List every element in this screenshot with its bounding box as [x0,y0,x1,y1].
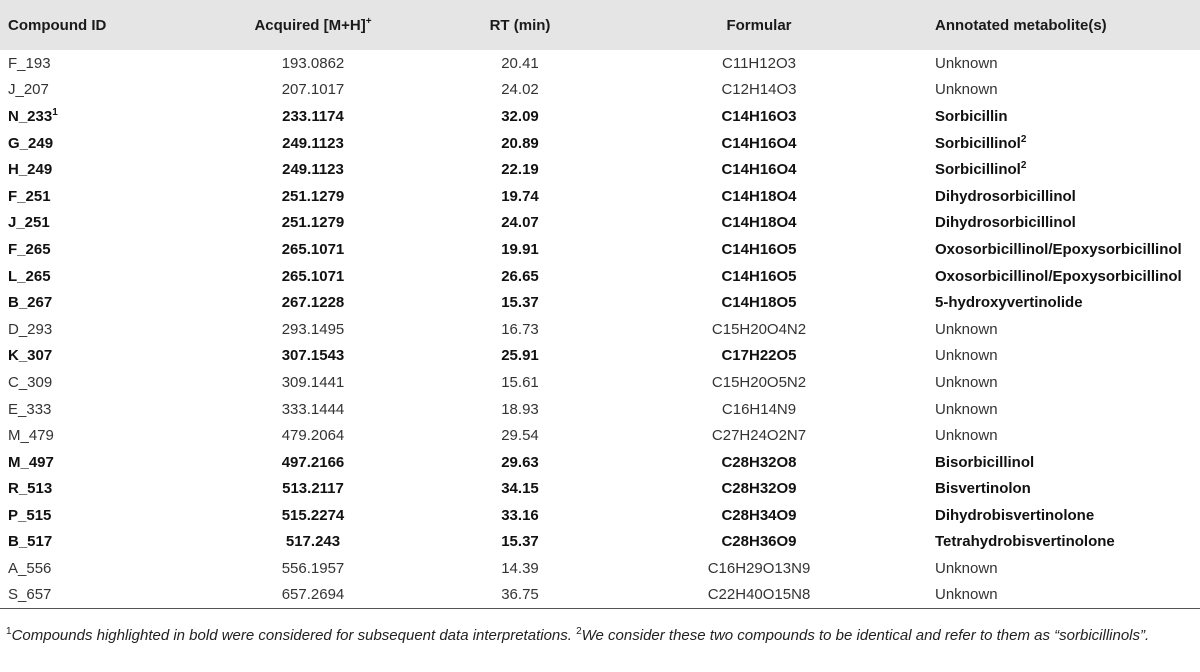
cell-acquired [213,103,413,130]
cell-compound-id-text: F_251 [8,187,51,205]
cell-rt [413,289,627,316]
cell-rt-text: 24.07 [501,214,539,232]
table-row [0,236,1200,263]
cell-rt [413,263,627,290]
cell-metabolite-text: Dihydrosorbicillinol [935,214,1076,232]
cell-rt [413,183,627,210]
cell-acquired-text: 265.1071 [281,240,345,258]
cell-compound-id [0,582,213,609]
cell-compound-id [0,210,213,237]
cell-compound-id-text: M_479 [8,427,54,445]
cell-rt-text: 20.89 [501,134,539,152]
cell-rt [413,396,627,423]
cell-rt [413,582,627,609]
cell-compound-id-text: B_517 [8,533,53,551]
cell-compound-id-text: B_267 [8,294,53,312]
cell-metabolite [891,103,1200,130]
cell-formula [627,502,891,529]
cell-formula-text: C14H18O4 [721,214,797,232]
cell-formula-text: C17H22O5 [721,347,797,365]
cell-acquired-text: 657.2694 [281,586,345,604]
header-compound-id: Compound ID [8,16,107,34]
cell-compound-id-text: A_556 [8,560,52,578]
cell-metabolite [891,555,1200,582]
cell-metabolite-text: Unknown [935,54,998,72]
cell-compound-id-text: G_249 [8,134,54,152]
cell-compound-id [0,183,213,210]
cell-acquired-text: 267.1228 [281,294,345,312]
cell-acquired-text: 513.2117 [282,480,344,498]
table-row [0,476,1200,503]
cell-rt-text: 29.63 [501,453,539,471]
cell-formula-text: C11H12O3 [722,54,796,72]
cell-compound-id-text: H_249 [8,161,53,179]
cell-formula [627,316,891,343]
cell-rt [413,555,627,582]
cell-compound-id [0,236,213,263]
cell-compound-id [0,343,213,370]
cell-formula-text: C14H18O5 [721,294,797,312]
cell-rt-text: 22.19 [501,161,539,179]
table-row [0,369,1200,396]
footnote [6,626,1194,646]
cell-formula-text: C15H20O5N2 [711,373,807,391]
cell-rt-text: 25.91 [501,347,539,365]
cell-acquired [213,555,413,582]
cell-compound-id [0,555,213,582]
cell-formula [627,582,891,609]
cell-formula [627,476,891,503]
cell-formula [627,103,891,130]
cell-rt-text: 16.73 [501,320,539,338]
cell-metabolite [891,476,1200,503]
cell-compound-id [0,502,213,529]
cell-acquired-text: 207.1017 [281,81,345,99]
cell-metabolite [891,449,1200,476]
cell-compound-id-text: M_497 [8,453,54,471]
cell-formula-text: C28H36O9 [721,533,797,551]
footnote-sup-1: 1 [6,626,12,637]
cell-formula-text: C16H14N9 [721,400,797,418]
cell-formula-text: C14H18O4 [721,187,797,205]
cell-acquired [213,156,413,183]
cell-acquired [213,529,413,556]
cell-formula [627,263,891,290]
cell-acquired [213,183,413,210]
cell-metabolite [891,343,1200,370]
cell-acquired [213,343,413,370]
cell-rt [413,130,627,157]
table-body [0,50,1200,608]
cell-compound-id [0,77,213,104]
cell-formula [627,529,891,556]
cell-metabolite [891,316,1200,343]
header-rt: RT (min) [489,16,551,34]
cell-formula [627,77,891,104]
cell-acquired-text: 307.1543 [281,347,345,365]
table-row [0,343,1200,370]
cell-formula [627,210,891,237]
cell-rt-text: 20.41 [501,54,539,72]
cell-rt-text: 15.37 [501,294,539,312]
cell-formula-text: C14H16O4 [721,161,797,179]
cell-acquired [213,289,413,316]
cell-acquired [213,316,413,343]
cell-compound-id-text: J_207 [8,81,49,99]
cell-acquired-text: 333.1444 [281,400,345,418]
cell-rt-text: 33.16 [501,506,539,524]
cell-formula [627,422,891,449]
cell-metabolite-text: Unknown [935,427,998,445]
cell-compound-id-text: S_657 [8,586,52,604]
cell-rt-text: 26.65 [501,267,539,285]
cell-compound-id [0,263,213,290]
cell-compound-id-text: K_307 [8,347,53,365]
cell-rt-text: 34.15 [501,480,539,498]
cell-acquired-text: 556.1957 [281,560,345,578]
cell-acquired [213,263,413,290]
cell-compound-id-text: E_333 [8,400,52,418]
cell-acquired [213,502,413,529]
cell-compound-id [0,396,213,423]
cell-metabolite [891,582,1200,609]
cell-formula-text: C27H24O2N7 [711,427,807,445]
cell-compound-id-text: L_265 [8,267,51,285]
cell-formula-text: C14H16O4 [721,134,797,152]
cell-formula [627,289,891,316]
cell-acquired [213,130,413,157]
cell-acquired-text: 193.0862 [281,54,345,72]
cell-rt-text: 29.54 [501,427,539,445]
cell-metabolite-text: Sorbicillin [935,107,1008,125]
cell-acquired-text: 293.1495 [281,320,345,338]
table-row [0,156,1200,183]
table-row [0,50,1200,77]
footnote-text-1: Compounds highlighted in bold were considered for subsequent data interpretations. [11,627,577,644]
cell-metabolite-text: Oxosorbicillinol/Epoxysorbicillinol [935,240,1182,258]
cell-acquired [213,77,413,104]
cell-metabolite [891,369,1200,396]
cell-rt [413,369,627,396]
cell-formula-text: C28H32O8 [721,453,797,471]
cell-metabolite [891,529,1200,556]
cell-metabolite [891,289,1200,316]
cell-metabolite [891,422,1200,449]
cell-formula-text: C14H16O5 [721,240,797,258]
table-row [0,316,1200,343]
cell-formula-text: C12H14O3 [721,81,797,99]
cell-formula-text: C22H40O15N8 [707,586,811,604]
cell-metabolite [891,396,1200,423]
cell-metabolite-text: Unknown [935,320,998,338]
cell-acquired-text: 233.1174 [282,107,344,125]
cell-compound-id [0,316,213,343]
cell-metabolite-text: Unknown [935,586,998,604]
cell-formula [627,396,891,423]
table-row [0,529,1200,556]
table-row [0,582,1200,609]
cell-formula-text: C28H34O9 [721,506,797,524]
cell-rt-text: 36.75 [501,586,539,604]
cell-rt [413,502,627,529]
cell-formula-text: C14H16O3 [721,107,797,125]
cell-metabolite-text: Unknown [935,373,998,391]
cell-metabolite [891,183,1200,210]
cell-acquired-text: 515.2274 [281,506,345,524]
header-acquired [213,0,413,50]
cell-compound-id [0,50,213,77]
cell-compound-id-text: F_193 [8,54,51,72]
cell-acquired [213,449,413,476]
header-annotated: Annotated metabolite(s) [935,16,1107,34]
cell-metabolite-text: Dihydrosorbicillinol [935,187,1076,205]
cell-metabolite [891,50,1200,77]
cell-metabolite-text: Unknown [935,347,998,365]
cell-rt [413,422,627,449]
table-row [0,289,1200,316]
cell-metabolite-sup: 2 [1020,160,1027,172]
header-acquired-sup: + [365,15,372,27]
cell-rt [413,476,627,503]
cell-metabolite [891,263,1200,290]
cell-acquired-text: 249.1123 [282,161,344,179]
cell-rt-text: 32.09 [501,107,539,125]
cell-formula [627,369,891,396]
table-row [0,103,1200,130]
cell-compound-id [0,130,213,157]
cell-formula-text: C14H16O5 [721,267,797,285]
table-row [0,422,1200,449]
table-header-row [0,0,1200,50]
cell-compound-id-sup: 1 [52,106,58,118]
cell-rt [413,449,627,476]
cell-metabolite-text: Bisorbicillinol [935,453,1035,471]
cell-rt-text: 19.74 [501,187,539,205]
cell-metabolite-text: Unknown [935,400,998,418]
cell-compound-id-text: C_309 [8,373,53,391]
cell-rt [413,103,627,130]
cell-formula [627,130,891,157]
cell-metabolite-sup: 2 [1020,133,1027,145]
cell-metabolite [891,236,1200,263]
cell-compound-id [0,289,213,316]
cell-metabolite-text: Unknown [935,560,998,578]
table-row [0,502,1200,529]
cell-metabolite-text: Sorbicillinol [935,161,1021,179]
cell-compound-id-text: P_515 [8,506,52,524]
table-row [0,396,1200,423]
cell-acquired-text: 251.1279 [281,214,345,232]
cell-formula [627,449,891,476]
table-row [0,77,1200,104]
cell-rt-text: 15.61 [501,373,539,391]
cell-formula [627,236,891,263]
cell-acquired [213,476,413,503]
cell-formula-text: C28H32O9 [721,480,797,498]
footnote-sup-2: 2 [576,626,582,637]
cell-rt [413,156,627,183]
cell-rt [413,529,627,556]
cell-formula [627,183,891,210]
cell-acquired-text: 249.1123 [282,134,344,152]
cell-rt-text: 15.37 [501,533,539,551]
cell-rt [413,210,627,237]
cell-compound-id [0,422,213,449]
cell-compound-id [0,476,213,503]
cell-rt [413,50,627,77]
cell-rt-text: 14.39 [501,560,539,578]
cell-metabolite-text: 5-hydroxyvertinolide [935,294,1083,312]
cell-rt-text: 19.91 [501,240,539,258]
table-row [0,449,1200,476]
table-row [0,210,1200,237]
cell-formula-text: C16H29O13N9 [707,560,811,578]
table-row [0,130,1200,157]
header-formular: Formular [726,16,792,34]
cell-formula [627,343,891,370]
cell-metabolite [891,502,1200,529]
cell-rt-text: 18.93 [501,400,539,418]
cell-rt [413,316,627,343]
cell-rt [413,236,627,263]
cell-acquired-text: 251.1279 [281,187,345,205]
table-row [0,555,1200,582]
cell-acquired [213,422,413,449]
cell-formula [627,555,891,582]
cell-acquired [213,369,413,396]
cell-rt [413,77,627,104]
cell-compound-id [0,529,213,556]
header-acquired-text: Acquired [M+H] [254,16,366,34]
table-row [0,183,1200,210]
cell-acquired-text: 497.2166 [281,453,345,471]
cell-acquired [213,210,413,237]
cell-formula-text: C15H20O4N2 [711,320,807,338]
cell-acquired-text: 479.2064 [281,427,345,445]
cell-acquired [213,50,413,77]
cell-compound-id [0,369,213,396]
cell-acquired-text: 265.1071 [281,267,345,285]
cell-compound-id-text: J_251 [8,214,50,232]
cell-acquired [213,396,413,423]
cell-metabolite-text: Dihydrobisvertinolone [935,506,1095,524]
cell-metabolite [891,210,1200,237]
cell-formula [627,156,891,183]
cell-metabolite-text: Oxosorbicillinol/Epoxysorbicillinol [935,267,1182,285]
cell-metabolite-text: Bisvertinolon [935,480,1031,498]
cell-metabolite-text: Sorbicillinol [935,134,1021,152]
cell-acquired [213,582,413,609]
cell-metabolite-text: Tetrahydrobisvertinolone [935,533,1115,551]
cell-metabolite [891,130,1200,157]
cell-compound-id-text: R_513 [8,480,53,498]
cell-compound-id-text: N_233 [8,107,53,125]
cell-acquired [213,236,413,263]
footnote-text-2: We consider these two compounds to be identical and refer to them as “sorbicillinols”. [581,627,1150,644]
cell-compound-id-text: D_293 [8,320,53,338]
cell-metabolite-text: Unknown [935,81,998,99]
cell-acquired-text: 517.243 [285,533,341,551]
cell-compound-id [0,156,213,183]
cell-rt [413,343,627,370]
cell-compound-id-text: F_265 [8,240,51,258]
cell-compound-id [0,103,213,130]
table-row [0,263,1200,290]
cell-metabolite [891,156,1200,183]
cell-rt-text: 24.02 [501,81,539,99]
cell-metabolite [891,77,1200,104]
cell-acquired-text: 309.1441 [281,373,345,391]
cell-formula [627,50,891,77]
cell-compound-id [0,449,213,476]
